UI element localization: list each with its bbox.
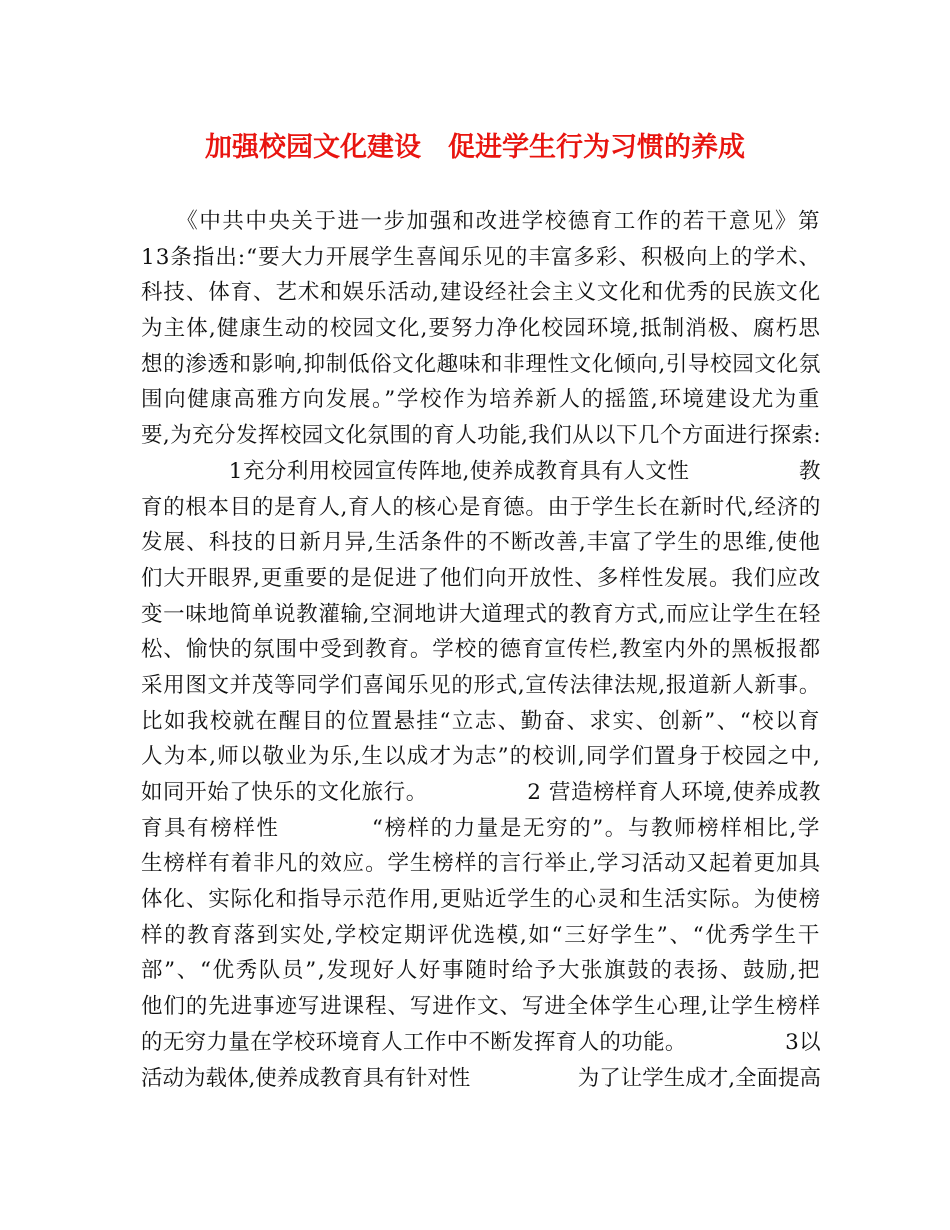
body-line: 人为本,师以敬业为乐,生以成才为志”的校训,同学们置身于校园之中, xyxy=(141,744,821,770)
body-line: 生榜样有着非凡的效应。学生榜样的言行举止,学习活动又起着更加具 xyxy=(141,851,821,877)
body-line: 们大开眼界,更重要的是促进了他们向开放性、多样性发展。我们应改 xyxy=(141,565,821,591)
body-line: 样的教育落到实处,学校定期评优选模,如“三好学生”、“优秀学生干 xyxy=(141,922,821,948)
body-line: 变一味地简单说教灌输,空洞地讲大道理式的教育方式,而应让学生在轻 xyxy=(141,601,821,627)
document-body xyxy=(141,204,821,1096)
body-line: 活动为载体,使养成教育具有针对性 为了让学生成才,全面提高 xyxy=(141,1065,822,1091)
body-line: 要,为充分发挥校园文化氛围的育人功能,我们从以下几个方面进行探索: xyxy=(141,423,821,449)
document-title: 加强校园文化建设 促进学生行为习惯的养成 xyxy=(205,132,745,163)
body-line: 育的根本目的是育人,育人的核心是育德。由于学生长在新时代,经济的 xyxy=(141,494,821,520)
body-line: 的无穷力量在学校环境育人工作中不断发挥育人的功能。 3以 xyxy=(141,1029,821,1055)
body-line: 1充分利用校园宣传阵地,使养成教育具有人文性 教 xyxy=(141,458,821,484)
body-line: 松、愉快的氛围中受到教育。学校的德育宣传栏,教室内外的黑板报都 xyxy=(141,637,821,663)
body-line: 13条指出:“要大力开展学生喜闻乐见的丰富多彩、积极向上的学术、 xyxy=(141,244,821,270)
body-line: 体化、实际化和指导示范作用,更贴近学生的心灵和生活实际。为使榜 xyxy=(141,887,821,913)
body-line: 发展、科技的日新月异,生活条件的不断改善,丰富了学生的思维,使他 xyxy=(141,530,821,556)
body-line: 部”、“优秀队员”,发现好人好事随时给予大张旗鼓的表扬、鼓励,把 xyxy=(141,958,821,984)
body-line: 如同开始了快乐的文化旅行。 2 营造榜样育人环境,使养成教 xyxy=(141,780,821,805)
body-line: 《中共中央关于进一步加强和改进学校德育工作的若干意见》第 xyxy=(141,209,821,234)
body-line: 比如我校就在醒目的位置悬挂“立志、勤奋、求实、创新”、“校以育 xyxy=(141,708,821,734)
body-line: 想的渗透和影响,抑制低俗文化趣味和非理性文化倾向,引导校园文化氛 xyxy=(141,351,821,377)
body-line: 为主体,健康生动的校园文化,要努力净化校园环境,抵制消极、腐朽思 xyxy=(141,316,821,342)
body-line: 围向健康高雅方向发展。”学校作为培养新人的摇篮,环境建设尤为重 xyxy=(141,387,821,413)
body-line: 育具有榜样性 “榜样的力量是无穷的”。与教师榜样相比,学 xyxy=(141,815,821,841)
body-line: 采用图文并茂等同学们喜闻乐见的形式,宣传法律法规,报道新人新事。 xyxy=(141,672,821,698)
body-line: 科技、体育、艺术和娱乐活动,建设经社会主义文化和优秀的民族文化 xyxy=(141,280,821,306)
body-line: 他们的先进事迹写进课程、写进作文、写进全体学生心理,让学生榜样 xyxy=(141,994,821,1020)
